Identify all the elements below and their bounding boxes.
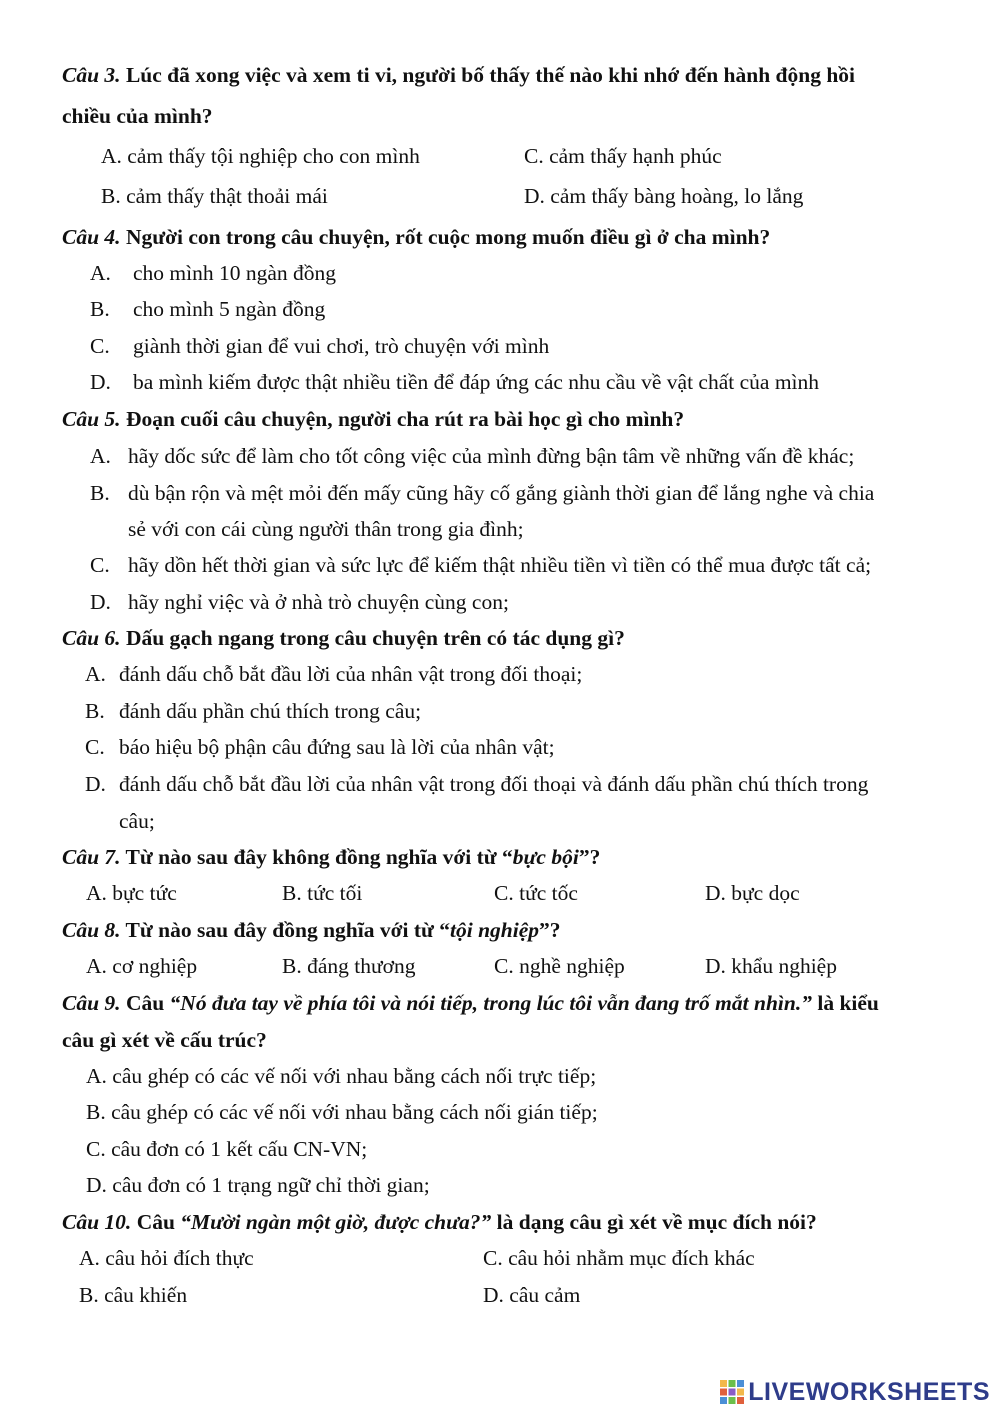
question-9-quote: “Nó đưa tay về phía tôi và nói tiếp, trong lúc tôi vẫn đang trố mắt nhìn.” — [169, 991, 812, 1015]
question-5 — [62, 409, 684, 431]
q6-option-b-letter: B. — [85, 699, 105, 723]
question-6-text: Dấu gạch ngang trong câu chuyện trên có tác dụng gì? — [120, 626, 625, 650]
q4-option-b-letter: B. — [90, 297, 110, 321]
q9-option-d: D. câu đơn có 1 trạng ngữ chỉ thời gian; — [86, 1173, 430, 1197]
q4-option-d — [90, 372, 819, 394]
question-8-close: ”? — [539, 918, 561, 942]
question-10-quote: “Mười ngàn một giờ, được chưa?” — [180, 1210, 492, 1234]
q6-option-d — [85, 774, 868, 796]
question-6 — [62, 628, 625, 650]
q5-option-a — [90, 446, 854, 468]
q4-option-c — [90, 336, 549, 358]
question-7-close: ”? — [578, 845, 601, 869]
q6-option-b-text: đánh dấu phần chú thích trong câu; — [119, 699, 422, 723]
question-6-number: Câu 6. — [62, 626, 121, 650]
q5-option-c-letter: C. — [90, 553, 110, 577]
q6-option-d-cont: câu; — [119, 809, 155, 833]
question-7 — [62, 847, 600, 869]
question-3-line-1 — [62, 65, 855, 87]
q4-option-a — [90, 263, 336, 285]
q5-option-b — [90, 483, 874, 505]
q9-option-b: B. câu ghép có các vế nối với nhau bằng cách nối gián tiếp; — [86, 1100, 598, 1124]
q5-option-b-text: dù bận rộn và mệt mỏi đến mấy cũng hãy cố gắng giành thời gian để lắng nghe và chia — [128, 481, 875, 505]
q8-option-c: C. nghề nghiệp — [494, 954, 625, 978]
q10-option-b: B. câu khiến — [79, 1283, 188, 1307]
q8-option-d: D. khẩu nghiệp — [705, 954, 837, 978]
question-4-number: Câu 4. — [62, 225, 121, 249]
question-3-text: Lúc đã xong việc và xem ti vi, người bố thấy thế nào khi nhớ đến hành động hồi — [120, 63, 855, 87]
question-4-text: Người con trong câu chuyện, rốt cuộc mong muốn điều gì ở cha mình? — [120, 225, 771, 249]
q7-option-b: B. tức tối — [282, 881, 363, 905]
q7-option-c: C. tức tốc — [494, 881, 578, 905]
q3-option-a: A. cảm thấy tội nghiệp cho con mình — [101, 144, 420, 168]
q5-option-c-text: hãy dồn hết thời gian và sức lực để kiếm thật nhiều tiền vì tiền có thể mua được tất cả; — [128, 553, 872, 577]
question-9-number: Câu 9. — [62, 991, 121, 1015]
q3-option-c: C. cảm thấy hạnh phúc — [524, 144, 722, 168]
question-8-text: Từ nào sau đây đồng nghĩa với từ “ — [120, 918, 451, 942]
question-3-number: Câu 3. — [62, 63, 121, 87]
question-5-number: Câu 5. — [62, 407, 121, 431]
q4-option-c-text: giành thời gian để vui chơi, trò chuyện với mình — [133, 334, 550, 358]
q4-option-d-letter: D. — [90, 370, 111, 394]
q6-option-c — [85, 737, 555, 759]
question-8-word: tội nghiệp — [450, 918, 540, 942]
question-10 — [62, 1212, 817, 1234]
question-8 — [62, 920, 561, 942]
question-7-word: bực bội — [512, 845, 579, 869]
q10-option-a: A. câu hỏi đích thực — [79, 1246, 254, 1270]
q3-option-d: D. cảm thấy bàng hoàng, lo lắng — [524, 184, 804, 208]
q4-option-b — [90, 299, 325, 321]
q5-option-d-text: hãy nghỉ việc và ở nhà trò chuyện cùng con; — [128, 590, 509, 614]
q7-option-d: D. bực dọc — [705, 881, 800, 905]
liveworksheets-logo-text: LIVEWORKSHEETS — [748, 1377, 990, 1406]
question-10-text: Câu — [131, 1210, 181, 1234]
q5-option-c — [90, 555, 871, 577]
q5-option-d — [90, 592, 509, 614]
q10-option-c: C. câu hỏi nhằm mục đích khác — [483, 1246, 755, 1270]
q5-option-a-letter: A. — [90, 444, 111, 468]
q5-option-b-letter: B. — [90, 481, 110, 505]
liveworksheets-logo — [720, 1379, 990, 1405]
question-10-number: Câu 10. — [62, 1210, 132, 1234]
q6-option-c-text: báo hiệu bộ phận câu đứng sau là lời của nhân vật; — [119, 735, 555, 759]
q6-option-a — [85, 664, 582, 686]
q9-option-a: A. câu ghép có các vế nối với nhau bằng cách nối trực tiếp; — [86, 1064, 597, 1088]
q6-option-c-letter: C. — [85, 735, 105, 759]
question-8-number: Câu 8. — [62, 918, 121, 942]
q6-option-d-text: đánh dấu chỗ bắt đầu lời của nhân vật trong đối thoại và đánh dấu phần chú thích trong — [119, 772, 869, 796]
q4-option-b-text: cho mình 5 ngàn đồng — [133, 297, 326, 321]
question-3-line-2: chiều của mình? — [62, 104, 213, 128]
q7-option-a: A. bực tức — [86, 881, 177, 905]
q4-option-d-text: ba mình kiếm được thật nhiều tiền để đáp ứng các nhu cầu về vật chất của mình — [133, 370, 820, 394]
q8-option-b: B. đáng thương — [282, 954, 416, 978]
q5-option-a-text: hãy dốc sức để làm cho tốt công việc của mình đừng bận tâm về những vấn đề khác; — [128, 444, 855, 468]
question-7-number: Câu 7. — [62, 845, 121, 869]
question-9-line-2: câu gì xét về cấu trúc? — [62, 1028, 267, 1052]
question-5-text: Đoạn cuối câu chuyện, người cha rút ra bài học gì cho mình? — [120, 407, 685, 431]
q6-option-a-text: đánh dấu chỗ bắt đầu lời của nhân vật trong đối thoại; — [119, 662, 583, 686]
q6-option-d-letter: D. — [85, 772, 106, 796]
q9-option-c: C. câu đơn có 1 kết cấu CN-VN; — [86, 1137, 368, 1161]
q6-option-b — [85, 701, 421, 723]
q4-option-c-letter: C. — [90, 334, 110, 358]
liveworksheets-mark-icon — [720, 1380, 744, 1404]
question-10-tail: là dạng câu gì xét về mục đích nói? — [491, 1210, 817, 1234]
q4-option-a-text: cho mình 10 ngàn đồng — [133, 261, 337, 285]
q8-option-a: A. cơ nghiệp — [86, 954, 198, 978]
question-9-line-1 — [62, 993, 879, 1015]
question-7-text: Từ nào sau đây không đồng nghĩa với từ “ — [120, 845, 513, 869]
question-9-text: Câu — [120, 991, 170, 1015]
q5-option-b-cont: sẻ với con cái cùng người thân trong gia đình; — [128, 517, 524, 541]
q6-option-a-letter: A. — [85, 662, 106, 686]
q10-option-d: D. câu cảm — [483, 1283, 581, 1307]
q4-option-a-letter: A. — [90, 261, 111, 285]
q5-option-d-letter: D. — [90, 590, 111, 614]
q3-option-b: B. cảm thấy thật thoải mái — [101, 184, 328, 208]
question-4 — [62, 227, 770, 249]
question-9-tail: là kiểu — [811, 991, 879, 1015]
